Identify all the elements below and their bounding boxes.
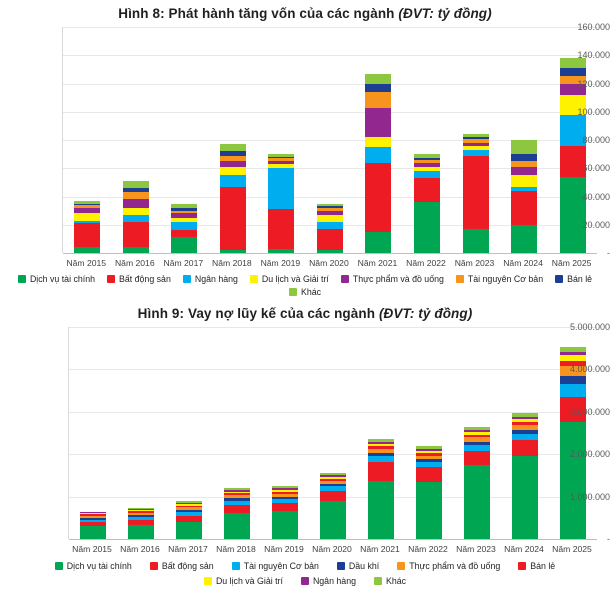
bar-segment <box>123 222 149 247</box>
legend-swatch-icon <box>250 275 258 283</box>
bar-column <box>171 27 197 253</box>
legend-item[interactable] <box>397 561 500 571</box>
chart2-title-main: Hình 9: Vay nợ lũy kế của các ngành <box>137 306 376 321</box>
legend-swatch-icon <box>518 562 526 570</box>
legend-label: Tài nguyên Cơ bản <box>467 274 544 284</box>
stacked-bar <box>224 488 250 539</box>
legend-item[interactable] <box>107 274 171 284</box>
bar-segment <box>512 440 538 456</box>
stacked-bar <box>560 347 586 539</box>
legend-swatch-icon <box>107 275 115 283</box>
x-axis-tick-label: Năm 2021 <box>357 258 398 268</box>
legend-item[interactable] <box>55 561 132 571</box>
stacked-bar <box>80 512 106 540</box>
chart1-title-unit: (ĐVT: tỷ đồng) <box>398 6 492 21</box>
y-axis-tick-label: - <box>607 534 610 544</box>
bar-segment <box>220 144 246 151</box>
legend-item[interactable] <box>183 274 238 284</box>
bar-segment <box>414 171 440 178</box>
bar-segment <box>560 177 586 253</box>
bar-segment <box>268 249 294 253</box>
bar-segment <box>272 503 298 511</box>
bar-segment <box>123 192 149 199</box>
legend-swatch-icon <box>555 275 563 283</box>
x-axis-tick-label: Năm 2018 <box>212 258 252 268</box>
legend-label: Thực phẩm và đồ uống <box>352 274 444 284</box>
x-axis-tick-label: Năm 2025 <box>552 544 592 554</box>
x-axis-tick-label: Năm 2019 <box>260 258 301 268</box>
legend-item[interactable] <box>341 274 444 284</box>
bar-column <box>560 327 586 539</box>
bar-column <box>512 327 538 539</box>
bar-segment <box>463 229 489 253</box>
y-axis-tick-label: 120.000 <box>577 78 610 89</box>
x-axis-tick-label: Năm 2016 <box>120 544 160 554</box>
x-axis-labels <box>62 258 596 268</box>
bar-column <box>272 327 298 539</box>
bar-segment <box>317 215 343 222</box>
stacked-bar <box>317 204 343 253</box>
stacked-bar <box>368 439 394 539</box>
bar-segment <box>416 467 442 481</box>
y-axis-tick-label: 160.000 <box>577 22 610 32</box>
x-axis-labels <box>68 544 596 554</box>
bar-group <box>63 27 597 253</box>
stacked-bar <box>414 154 440 253</box>
bar-segment <box>123 181 149 188</box>
stacked-bar <box>365 74 391 253</box>
bar-segment <box>74 213 100 220</box>
bar-segment <box>464 451 490 465</box>
bar-segment <box>414 178 440 202</box>
bar-segment <box>171 222 197 230</box>
legend-item[interactable] <box>374 576 406 586</box>
bar-segment <box>365 92 391 108</box>
legend-label: Dầu khí <box>348 561 380 571</box>
bar-column <box>463 27 489 253</box>
legend-swatch-icon <box>341 275 349 283</box>
legend-item[interactable] <box>555 274 592 284</box>
bar-segment <box>320 491 346 501</box>
x-axis-tick-label: Năm 2017 <box>168 544 208 554</box>
x-axis-tick-label: Năm 2024 <box>504 544 544 554</box>
bar-column <box>464 327 490 539</box>
stacked-bar <box>268 154 294 253</box>
x-axis-tick-label: Năm 2020 <box>312 544 352 554</box>
legend-item[interactable] <box>18 274 95 284</box>
bar-column <box>74 27 100 253</box>
bar-segment <box>512 456 538 539</box>
bar-column <box>268 27 294 253</box>
bar-segment <box>511 225 537 253</box>
legend-item[interactable] <box>150 561 214 571</box>
bar-segment <box>511 191 537 225</box>
bar-segment <box>128 525 154 539</box>
legend-label: Bán lẻ <box>530 561 556 571</box>
y-axis-tick-label: 5.000.000 <box>569 322 610 332</box>
x-axis-tick-label: Năm 2023 <box>456 544 496 554</box>
chart-legend <box>0 274 610 297</box>
legend-swatch-icon <box>289 288 297 296</box>
bar-segment <box>224 505 250 513</box>
bar-segment <box>123 208 149 215</box>
legend-label: Du lịch và Giải trí <box>261 274 329 284</box>
stacked-bar <box>416 446 442 539</box>
chart1-title <box>0 0 610 21</box>
bar-segment <box>414 202 440 253</box>
y-axis-tick-label: 20.000 <box>582 219 610 230</box>
chart-figure-9 <box>0 300 610 616</box>
legend-label: Khác <box>300 287 322 297</box>
y-axis-tick-label: 100.000 <box>577 106 610 117</box>
bar-column <box>317 27 343 253</box>
x-axis-tick-label: Năm 2015 <box>72 544 112 554</box>
stacked-bar <box>272 486 298 539</box>
chart1-title-main: Hình 8: Phát hành tăng vốn của các ngành <box>118 6 395 21</box>
bar-column <box>220 27 246 253</box>
bar-segment <box>365 163 391 232</box>
stacked-bar <box>176 501 202 539</box>
chart2-plot-area <box>0 321 610 611</box>
stacked-bar <box>320 473 346 539</box>
stacked-bar <box>128 508 154 539</box>
x-axis-tick-label: Năm 2015 <box>66 258 107 268</box>
legend-item[interactable] <box>337 561 379 571</box>
bar-segment <box>368 481 394 540</box>
legend-label: Khác <box>385 576 407 586</box>
bar-column <box>368 327 394 539</box>
bar-segment <box>171 237 197 253</box>
stacked-bar <box>464 427 490 539</box>
bar-column <box>224 327 250 539</box>
bar-segment <box>320 501 346 539</box>
bar-segment <box>317 229 343 250</box>
bar-segment <box>464 465 490 539</box>
x-axis-line <box>69 539 597 540</box>
bar-segment <box>272 511 298 539</box>
legend-swatch-icon <box>301 577 309 585</box>
legend-label: Bất động sản <box>119 274 171 284</box>
y-axis-tick-label: 60.000 <box>582 163 610 174</box>
bar-segment <box>317 250 343 253</box>
chart-legend <box>0 561 610 586</box>
bar-segment <box>80 526 106 539</box>
legend-item[interactable] <box>204 576 283 586</box>
legend-swatch-icon <box>232 562 240 570</box>
legend-swatch-icon <box>150 562 158 570</box>
chart2-title-unit: (ĐVT: tỷ đồng) <box>378 306 473 321</box>
bar-segment <box>511 175 537 186</box>
bar-column <box>123 27 149 253</box>
bar-segment <box>123 247 149 253</box>
legend-label: Dịch vụ tài chính <box>66 561 132 571</box>
x-axis-tick-label: Năm 2022 <box>406 258 446 268</box>
x-axis-tick-label: Năm 2022 <box>408 544 448 554</box>
legend-item[interactable] <box>456 274 543 284</box>
bar-column <box>416 327 442 539</box>
legend-swatch-icon <box>374 577 382 585</box>
bar-segment <box>123 199 149 207</box>
x-axis-tick-label: Năm 2019 <box>264 544 304 554</box>
bar-segment <box>123 215 149 222</box>
y-axis-tick-label: 140.000 <box>577 50 610 61</box>
chart2-title <box>0 300 610 321</box>
bar-segment <box>74 247 100 253</box>
legend-label: Du lịch và Giải trí <box>215 576 283 586</box>
x-axis-tick-label: Năm 2018 <box>216 544 256 554</box>
bar-segment <box>560 68 586 76</box>
stacked-bar <box>463 134 489 253</box>
y-axis-tick-label: 4.000.000 <box>569 364 610 375</box>
y-axis-tick-label: 2.000.000 <box>569 449 610 460</box>
bar-segment <box>463 156 489 229</box>
y-axis-tick-label: - <box>607 248 610 258</box>
bar-column <box>365 27 391 253</box>
plot-canvas <box>62 27 597 253</box>
bar-segment <box>511 140 537 154</box>
bar-segment <box>176 522 202 539</box>
stacked-bar <box>74 201 100 253</box>
legend-swatch-icon <box>337 562 345 570</box>
x-axis-tick-label: Năm 2021 <box>360 544 400 554</box>
x-axis-tick-label: Năm 2025 <box>551 258 592 268</box>
x-axis-tick-label: Năm 2020 <box>309 258 349 268</box>
bar-column <box>511 27 537 253</box>
legend-label: Ngân hàng <box>194 274 238 284</box>
bar-segment <box>365 147 391 163</box>
bar-segment <box>511 154 537 161</box>
bar-segment <box>268 168 294 209</box>
x-axis-tick-label: Năm 2017 <box>163 258 204 268</box>
x-axis-tick-label: Năm 2024 <box>503 258 543 268</box>
bar-column <box>414 27 440 253</box>
bar-segment <box>220 167 246 175</box>
x-axis-tick-label: Năm 2016 <box>114 258 155 268</box>
bar-segment <box>224 513 250 539</box>
chart-figure-8 <box>0 0 610 300</box>
stacked-bar <box>171 204 197 253</box>
legend-item[interactable] <box>518 561 555 571</box>
x-axis-line <box>63 253 597 254</box>
bar-segment <box>317 222 343 229</box>
stacked-bar <box>512 413 538 539</box>
bar-segment <box>171 230 197 237</box>
bar-segment <box>268 209 294 249</box>
stacked-bar <box>220 144 246 253</box>
legend-swatch-icon <box>204 577 212 585</box>
stacked-bar <box>511 140 537 253</box>
bar-segment <box>220 187 246 251</box>
bar-column <box>80 327 106 539</box>
bar-segment <box>416 482 442 539</box>
legend-swatch-icon <box>397 562 405 570</box>
legend-swatch-icon <box>456 275 464 283</box>
x-axis-tick-label: Năm 2023 <box>454 258 495 268</box>
bar-segment <box>365 74 391 84</box>
bar-column <box>320 327 346 539</box>
legend-label: Thực phẩm và đồ uống <box>409 561 501 571</box>
y-axis-tick-label: 40.000 <box>582 191 610 202</box>
stacked-bar <box>123 181 149 253</box>
legend-item[interactable] <box>301 576 356 586</box>
y-axis-tick-label: 1.000.000 <box>569 491 610 502</box>
legend-label: Bán lẻ <box>567 274 593 284</box>
legend-label: Bất động sản <box>161 561 214 571</box>
legend-label: Tài nguyên Cơ bản <box>243 561 319 571</box>
chart1-plot-area <box>0 21 610 297</box>
bar-segment <box>511 167 537 175</box>
bar-column <box>176 327 202 539</box>
y-axis-tick-label: 3.000.000 <box>569 406 610 417</box>
bar-segment <box>368 462 394 480</box>
bar-segment <box>365 137 391 147</box>
legend-swatch-icon <box>18 275 26 283</box>
bar-segment <box>560 384 586 397</box>
y-axis-tick-label: 80.000 <box>582 135 610 145</box>
bar-segment <box>365 84 391 92</box>
legend-label: Ngân hàng <box>312 576 356 586</box>
legend-swatch-icon <box>55 562 63 570</box>
legend-item[interactable] <box>289 287 321 297</box>
plot-canvas <box>68 327 597 539</box>
bar-column <box>128 327 154 539</box>
legend-label: Dịch vụ tài chính <box>29 274 95 284</box>
bar-segment <box>220 175 246 186</box>
bar-segment <box>220 250 246 253</box>
legend-item[interactable] <box>232 561 319 571</box>
bar-segment <box>74 223 100 247</box>
legend-item[interactable] <box>250 274 329 284</box>
bar-group <box>69 327 597 539</box>
bar-segment <box>560 422 586 539</box>
bar-segment <box>365 108 391 138</box>
legend-swatch-icon <box>183 275 191 283</box>
bar-segment <box>560 376 586 384</box>
bar-segment <box>365 232 391 253</box>
